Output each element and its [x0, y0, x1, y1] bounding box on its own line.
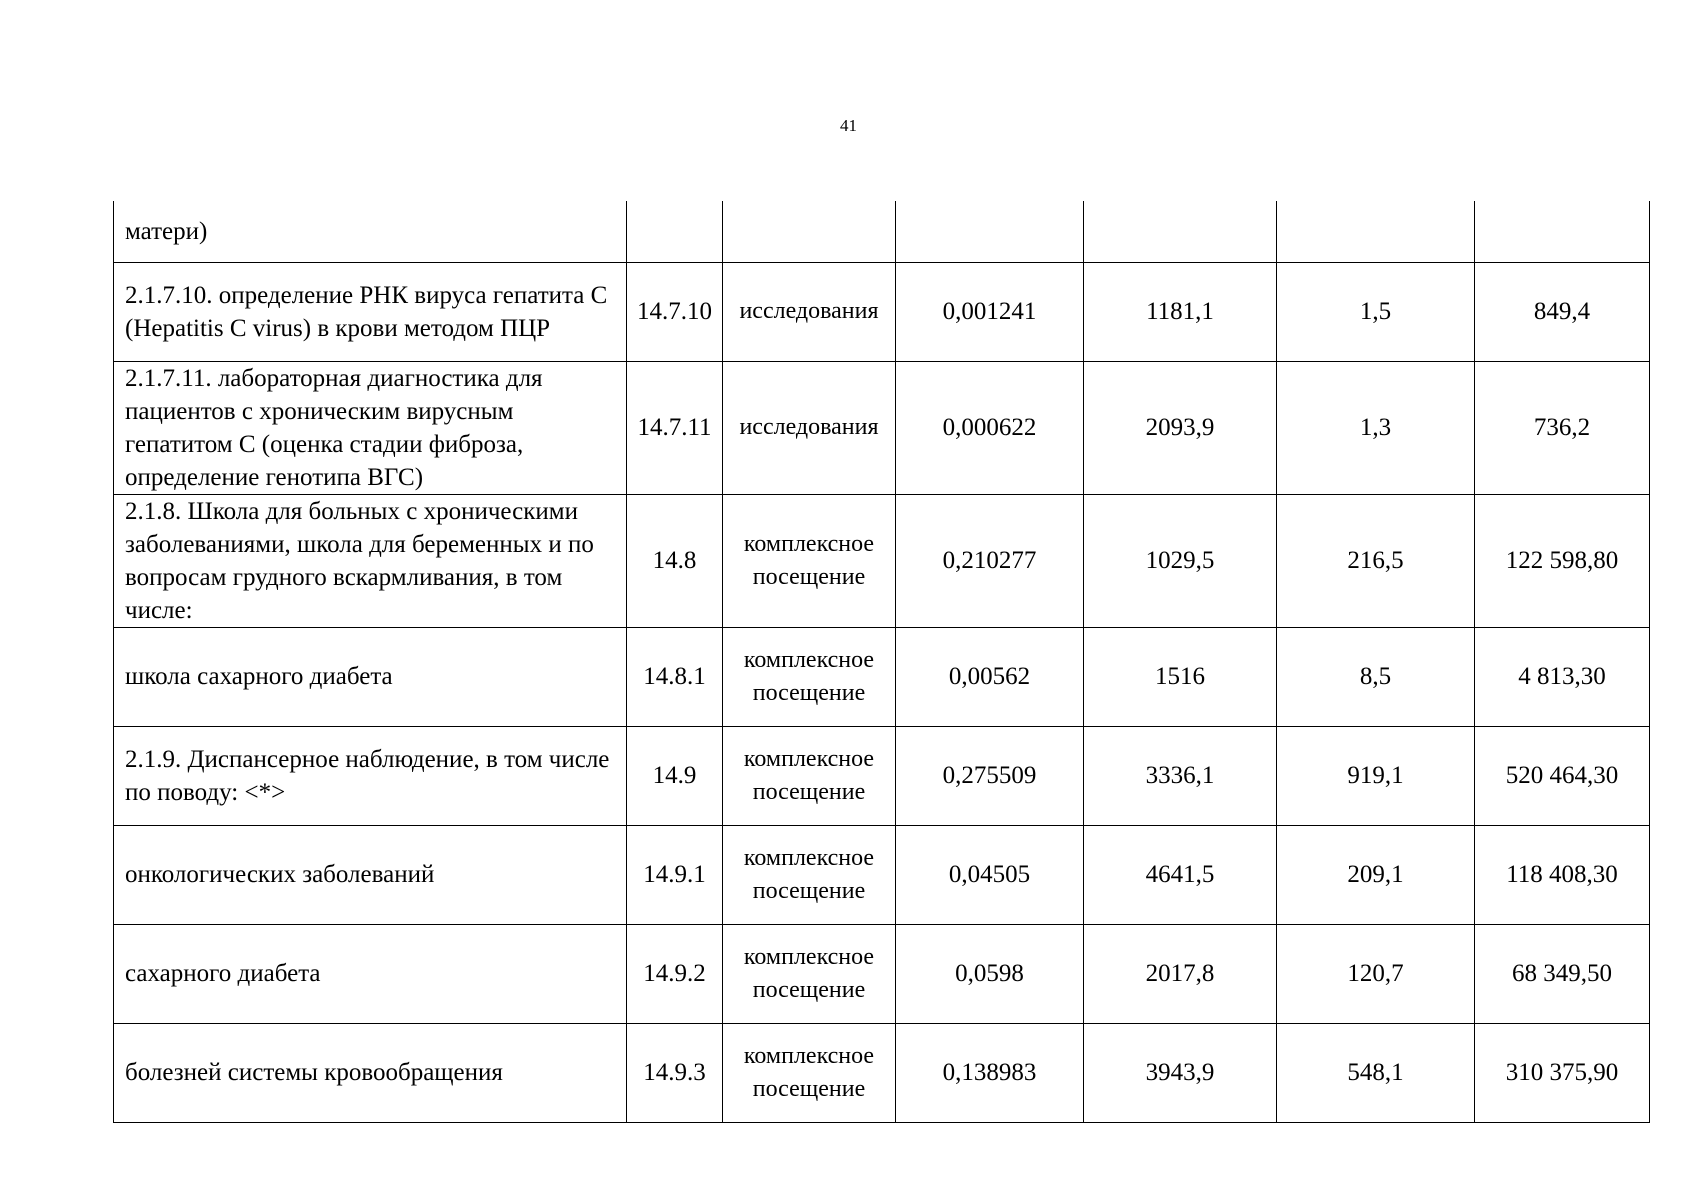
row-value-2: 3943,9	[1084, 1023, 1277, 1122]
row-unit: комплексное посещение	[723, 924, 896, 1023]
row-name: болезней системы кровообращения	[114, 1023, 627, 1122]
table-row	[114, 1023, 1650, 1122]
row-value-4: 310 375,90	[1475, 1023, 1650, 1122]
row-value-2: 3336,1	[1084, 726, 1277, 825]
row-unit: комплексное посещение	[723, 825, 896, 924]
data-table	[113, 201, 1650, 1123]
row-name: сахарного диабета	[114, 924, 627, 1023]
row-value-4: 68 349,50	[1475, 924, 1650, 1023]
table-row	[114, 924, 1650, 1023]
row-unit: комплексное посещение	[723, 494, 896, 627]
row-value-4: 520 464,30	[1475, 726, 1650, 825]
row-name: онкологических заболеваний	[114, 825, 627, 924]
row-unit: исследования	[723, 361, 896, 494]
row-value-2: 1516	[1084, 627, 1277, 726]
row-value-1: 0,275509	[896, 726, 1084, 825]
row-value-2: 2093,9	[1084, 361, 1277, 494]
table-row	[114, 361, 1650, 494]
row-value-3: 1,3	[1277, 361, 1475, 494]
row-code	[627, 201, 723, 262]
table-row	[114, 825, 1650, 924]
row-value-2: 1181,1	[1084, 262, 1277, 361]
row-unit: комплексное посещение	[723, 627, 896, 726]
row-value-3: 1,5	[1277, 262, 1475, 361]
row-value-1: 0,0598	[896, 924, 1084, 1023]
row-name: 2.1.7.11. лабораторная диагностика для пациентов с хроническим вирусным гепатитом C (оценка стадии фиброза, определение генотипа ВГС)	[114, 361, 627, 494]
row-value-1	[896, 201, 1084, 262]
table-row	[114, 201, 1650, 262]
row-name: матери)	[114, 201, 627, 262]
row-code: 14.7.11	[627, 361, 723, 494]
row-value-3: 216,5	[1277, 494, 1475, 627]
row-value-1: 0,001241	[896, 262, 1084, 361]
table-row	[114, 494, 1650, 627]
row-value-3	[1277, 201, 1475, 262]
row-value-4: 118 408,30	[1475, 825, 1650, 924]
row-value-2: 1029,5	[1084, 494, 1277, 627]
row-value-3: 919,1	[1277, 726, 1475, 825]
row-unit: комплексное посещение	[723, 726, 896, 825]
row-unit: комплексное посещение	[723, 1023, 896, 1122]
row-code: 14.8.1	[627, 627, 723, 726]
row-value-1: 0,00562	[896, 627, 1084, 726]
page-number: 41	[840, 116, 857, 135]
row-value-4	[1475, 201, 1650, 262]
row-code: 14.9.3	[627, 1023, 723, 1122]
row-value-4: 4 813,30	[1475, 627, 1650, 726]
row-code: 14.9.2	[627, 924, 723, 1023]
row-value-3: 8,5	[1277, 627, 1475, 726]
row-code: 14.9	[627, 726, 723, 825]
table-row	[114, 627, 1650, 726]
row-value-2: 2017,8	[1084, 924, 1277, 1023]
row-value-3: 120,7	[1277, 924, 1475, 1023]
row-unit: исследования	[723, 262, 896, 361]
row-code: 14.9.1	[627, 825, 723, 924]
row-value-4: 736,2	[1475, 361, 1650, 494]
row-value-3: 548,1	[1277, 1023, 1475, 1122]
row-code: 14.8	[627, 494, 723, 627]
row-code: 14.7.10	[627, 262, 723, 361]
row-value-2	[1084, 201, 1277, 262]
row-name: 2.1.8. Школа для больных с хроническими заболеваниями, школа для беременных и по вопросам грудного вскармливания, в том числе:	[114, 494, 627, 627]
row-value-1: 0,04505	[896, 825, 1084, 924]
table-row	[114, 726, 1650, 825]
row-value-1: 0,210277	[896, 494, 1084, 627]
table-row	[114, 262, 1650, 361]
row-value-2: 4641,5	[1084, 825, 1277, 924]
row-unit	[723, 201, 896, 262]
row-name: 2.1.9. Диспансерное наблюдение, в том числе по поводу: <*>	[114, 726, 627, 825]
row-name: 2.1.7.10. определение РНК вируса гепатита C (Hepatitis C virus) в крови методом ПЦР	[114, 262, 627, 361]
row-value-3: 209,1	[1277, 825, 1475, 924]
row-value-1: 0,138983	[896, 1023, 1084, 1122]
row-value-4: 849,4	[1475, 262, 1650, 361]
row-name: школа сахарного диабета	[114, 627, 627, 726]
row-value-4: 122 598,80	[1475, 494, 1650, 627]
row-value-1: 0,000622	[896, 361, 1084, 494]
